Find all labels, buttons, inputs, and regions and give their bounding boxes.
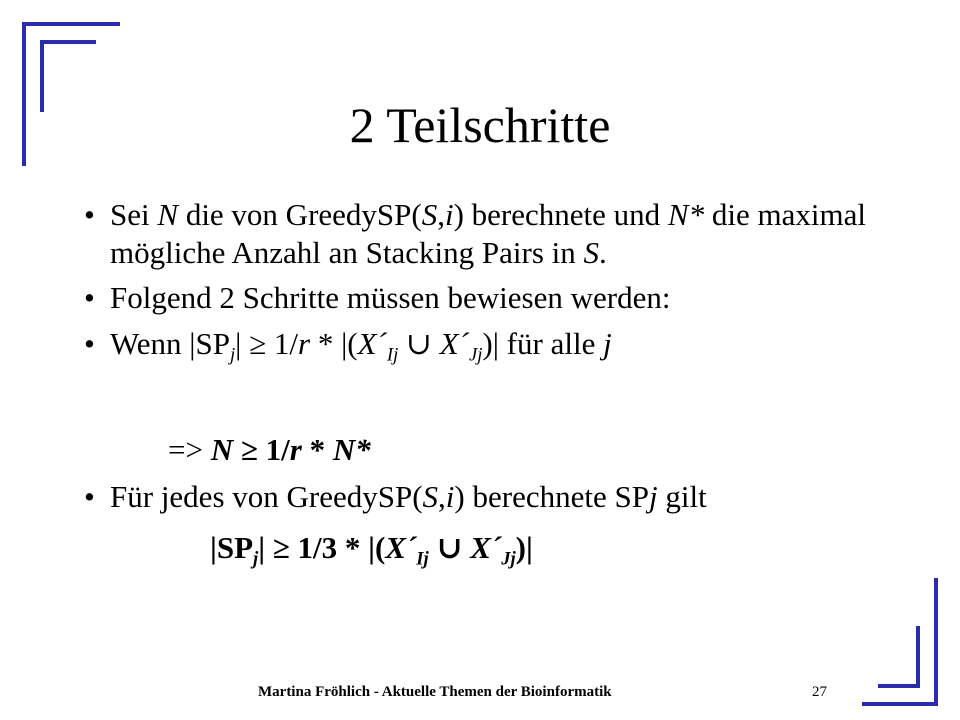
page-number: 27 (812, 684, 827, 700)
corner-bracket-inner-top (40, 40, 96, 44)
formula-line: $|SP_j| \ge 1/3$ * $|(X´_{Ij}$ ∪ $X´_{Jj})|$ (210, 530, 533, 570)
corner-bracket-outer-right (934, 578, 938, 706)
bullet-icon: • (84, 325, 95, 361)
bullet-item-claim: • Für jedes von GreedySP(S,i) berechnete SPj gilt (84, 479, 707, 514)
bullet-icon: • (84, 280, 95, 315)
bullet-item-condition: • Wenn $|SP_j| \ge 1/r$ * $|(X´_{Ij}$ ∪ $X´_{Jj})|$ für alle j (84, 325, 612, 365)
corner-bracket-inner-right (916, 626, 920, 688)
corner-bracket-outer-top (22, 22, 120, 26)
slide-title: 2 Teilschritte (349, 97, 611, 153)
bullet-icon: • (84, 479, 95, 514)
bullet-item-steps: • Folgend 2 Schritte müssen bewiesen werden: (84, 280, 671, 315)
corner-bracket-inner-bottom (878, 684, 920, 688)
corner-bracket-outer-bottom (862, 702, 938, 706)
bullet-icon: • (84, 197, 95, 232)
implication-line: => N ≥ 1/r * N* (168, 432, 371, 467)
bullet-list-second (84, 478, 874, 516)
footer-author-course: Martina Fröhlich - Aktuelle Themen der Bioinformatik (258, 684, 612, 700)
bullet-list (84, 196, 874, 365)
bullet-item-definition: • Sei N die von GreedySP(S,i) berechnete und N* die maximal mögliche Anzahl an Stacking Pairs in S. (84, 197, 866, 270)
